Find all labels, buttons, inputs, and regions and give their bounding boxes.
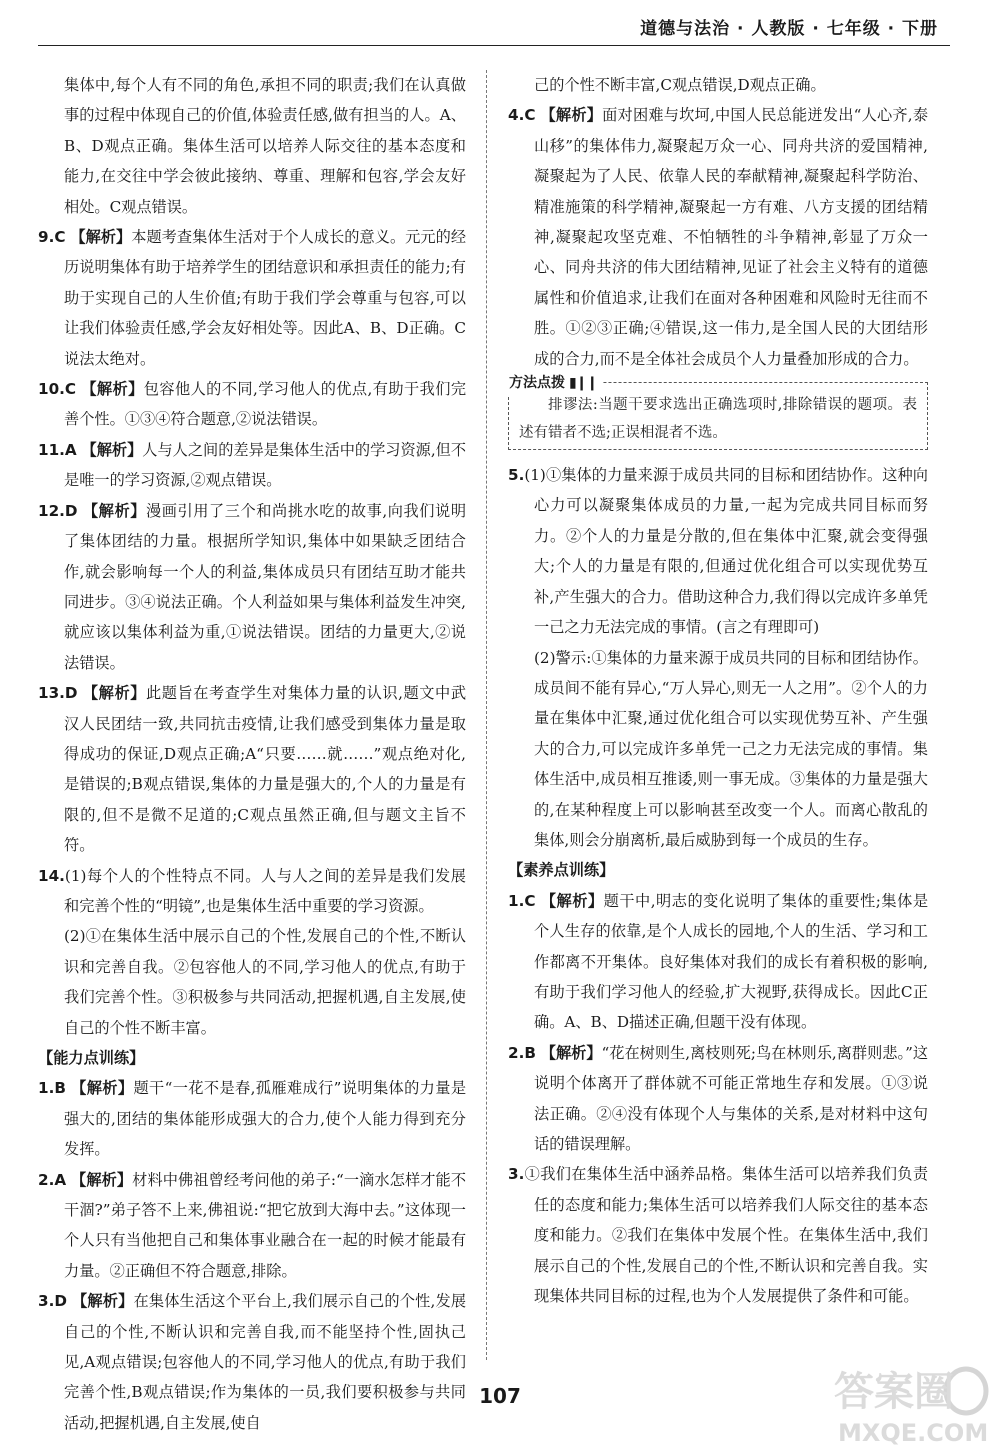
analysis-tag: 【解析】 [70,228,132,247]
literacy-answer-2 [508,1038,928,1160]
answer-text: 本题考查集体生活对于个人成长的意义。元元的经历说明集体有助于培养学生的团结意识和承担责任的能力;有助于实现自己的人生价值;有助于我们学会尊重与包容,可以让我们体验责任感,学会友好相处等。因此A、B、D正确。C说法太绝对。 [64,228,466,368]
literacy-answer-1 [508,886,928,1038]
method-tip-title [507,369,603,397]
answer-text: 在集体生活这个平台上,我们展示自己的个性,发展自己的个性,不断认识和完善自我,而不能坚持个性,固执己见,A观点错误;包容他人的不同,学习他人的优点,有助于我们完善个性,B观点错误;作为集体的一员,我们要积极参与共同活动,把握机遇,自主发展,使自 [64,1292,467,1432]
answer-number: 5. [508,466,525,485]
answer-number: 14. [38,866,65,885]
ability-answer-1 [38,1073,466,1164]
analysis-tag: 【解析】 [71,1292,134,1311]
answer-text: 题干“一花不是春,孤雁难成行”说明集体的力量是强大的,团结的集体能形成强大的合力,使个人能力得到充分发挥。 [64,1079,467,1159]
method-tip-body: 排谬法:当题干要求选出正确选项时,排除错误的题项。表述有错者不选;正误相混者不选。 [519,397,917,442]
literacy-answer-3 [508,1159,928,1311]
answer-number: 2.B [508,1043,536,1062]
analysis-tag: 【解析】 [540,891,604,910]
answer-14-part-1 [38,861,466,922]
answer-text: 题干中,明志的变化说明了集体的重要性;集体是个人生存的依靠,是个人成长的园地,个人的生活、学习和工作都离不开集体。良好集体对我们的成长有着积极的影响,有助于我们学习他人的经验,扩大视野,获得成长。因此C正确。A、B、D描述正确,但题干没有体现。 [534,891,929,1032]
running-header: 道德与法治 · 人教版 · 七年级 · 下册 [640,19,938,39]
section-literacy-heading: 【素养点训练】 [508,861,615,880]
answer-9 [38,222,466,374]
ability-answer-2 [38,1165,466,1287]
answer-12 [38,496,466,678]
answer-text: “花在树则生,离枝则死;鸟在林则乐,离群则悲。”这说明个体离开了群体就不可能正常地生存和发展。①③说法正确。②④没有体现个人与集体的关系,是对材料中这句话的错误理解。 [534,1043,929,1153]
answer-14-part-2: (2)①在集体生活中展示自己的个性,发展自己的个性,不断认识和完善自我。②包容他人的不同,学习他人的优点,有助于我们完善个性。③积极参与共同活动,把握机遇,自主发展,使自己的个性不断丰富。 [64,927,466,1037]
watermark-logo [830,1361,990,1447]
ability-answer-4 [508,100,928,374]
column-divider [486,70,487,1360]
answer-text: (1)每个人的个性特点不同。人与人之间的差异是我们发展和完善个性的“明镜”,也是集体生活中重要的学习资源。 [64,866,466,915]
speaker-icon: ▮❙❙ [569,375,598,392]
answer-number: 10.C [38,380,77,399]
right-column [508,70,928,1311]
answer-text: 包容他人的不同,学习他人的优点,有助于我们完善个性。①③④符合题意,②说法错误。 [64,380,467,429]
answer-number: 1.B [38,1079,66,1098]
page-number: 107 [479,1384,521,1408]
analysis-tag: 【解析】 [82,501,146,520]
answer-text: 材料中佛祖曾经考问他的弟子:“一滴水怎样才能不干涸?”弟子答不上来,佛祖说:“把它放到大海中去。”这体现一个人只有当他把自己和集体事业融合在一起的时候才能最有力量。②正确但不符合题意,排除。 [64,1170,467,1280]
analysis-tag: 【解析】 [82,684,146,703]
answer-continuation: 集体中,每个人有不同的角色,承担不同的职责;我们在认真做事的过程中体现自己的价值,体验责任感,做有担当的人。A、B、D观点正确。集体生活可以培养人际交往的基本态度和能力,在交往中学会彼此接纳、尊重、理解和包容,学会友好相处。C观点错误。 [64,76,466,216]
left-column [38,70,466,1438]
answer-10 [38,374,466,435]
answer-number: 9.C [38,228,66,247]
answer-number: 3.D [38,1292,67,1311]
answer-continuation: 己的个性不断丰富,C观点错误,D观点正确。 [534,76,826,94]
answer-13 [38,678,466,860]
answer-text: 人与人之间的差异是集体生活中的学习资源,但不是唯一的学习资源,②观点错误。 [64,440,467,490]
answer-text: ①我们在集体生活中涵养品格。集体生活可以培养我们负责任的态度和能力;集体生活可以培养我们人际交往的基本态度和能力。②我们在集体中发展个性。在集体生活中,我们展示自己的个性,发展自己的个性,不断认识和完善自我。实现集体共同目标的过程,也为个人发展提供了条件和可能。 [524,1165,928,1306]
method-tip-box [508,375,928,450]
answer-number: 13.D [38,684,78,703]
section-ability-heading: 【能力点训练】 [38,1049,145,1067]
header-rule [38,45,950,46]
ability-answer-5-part-1 [508,460,928,642]
answer-number: 11.A [38,440,77,459]
answer-number: 12.D [38,501,78,520]
watermark-text: 答案圈 [834,1369,954,1415]
answer-text: 漫画引用了三个和尚挑水吃的故事,向我们说明了集体团结的力量。根据所学知识,集体中如果缺乏团结合作,就会影响每一个人的利益,集体成员只有团结互助才能共同进步。③④说法正确。个人利益如果与集体利益发生冲突,就应该以集体利益为重,①说法错误。团结的力量更大,②说法错误。 [64,501,467,672]
answer-text: 面对困难与坎坷,中国人民总能迸发出“人心齐,泰山移”的集体伟力,凝聚起万众一心、同舟共济的爱国精神,凝聚起为了人民、依靠人民的奉献精神,凝聚起科学防治、精准施策的科学精神,凝聚起一方有难、八方支援的团结精神,凝聚起攻坚克难、不怕牺牲的斗争精神,彰显了万众一心、同舟共济的伟大团结精神,见证了社会主义特有的道德属性和价值追求,让我们在面对各种困难和风险时无往而不胜。①②③正确;④错误,这一伟力,是全国人民的大团结形成的合力,而不是全体社会成员个人力量叠加形成的合力。 [534,106,929,368]
method-tip-label: 方法点拨 [509,375,565,392]
analysis-tag: 【解析】 [71,1170,133,1189]
answer-text: (1)①集体的力量来源于成员共同的目标和团结协作。这种向心力可以凝聚集体成员的力量,一起为完成共同目标而努力。②个人的力量是分散的,但在集体中汇聚,就会变得强大;个人的力量是有限的,但通过优化组合可以实现优势互补,产生强大的合力。借助这种合力,我们得以完成许多单凭一己之力无法完成的事情。(言之有理即可) [524,466,928,637]
analysis-tag: 【解析】 [71,1079,134,1098]
analysis-tag: 【解析】 [81,380,144,399]
answer-number: 4.C [508,106,536,125]
analysis-tag: 【解析】 [540,1043,602,1062]
watermark-subtext: MXQE.COM [838,1419,989,1447]
analysis-tag: 【解析】 [81,440,143,459]
ability-answer-5-part-2: (2)警示:①集体的力量来源于成员共同的目标和团结协作。成员间不能有异心,“万人异心,则无一人之用”。②个人的力量在集体中汇聚,通过优化组合可以实现优势互补、产生强大的合力,可以完成许多单凭一己之力无法完成的事情。集体生活中,成员相互推诿,则一事无成。③集体的力量是强大的,在某种程度上可以影响甚至改变一个人。而离心散乱的集体,则会分崩离析,最后威胁到每一个成员的生存。 [534,648,928,849]
answer-number: 3. [508,1165,525,1184]
answer-11 [38,435,466,496]
analysis-tag: 【解析】 [540,106,603,125]
ability-answer-3 [38,1286,466,1438]
answer-number: 1.C [508,891,536,910]
answer-number: 2.A [38,1170,67,1189]
answer-text: 此题旨在考查学生对集体力量的认识,题文中武汉人民团结一致,共同抗击疫情,让我们感受到集体力量是取得成功的保证,D观点正确;A“只要……就……”观点绝对化,是错误的;B观点错误,集体的力量是强大的,个人的力量是有限的,但不是微不足道的;C观点虽然正确,但与题文主旨不符。 [64,684,467,855]
